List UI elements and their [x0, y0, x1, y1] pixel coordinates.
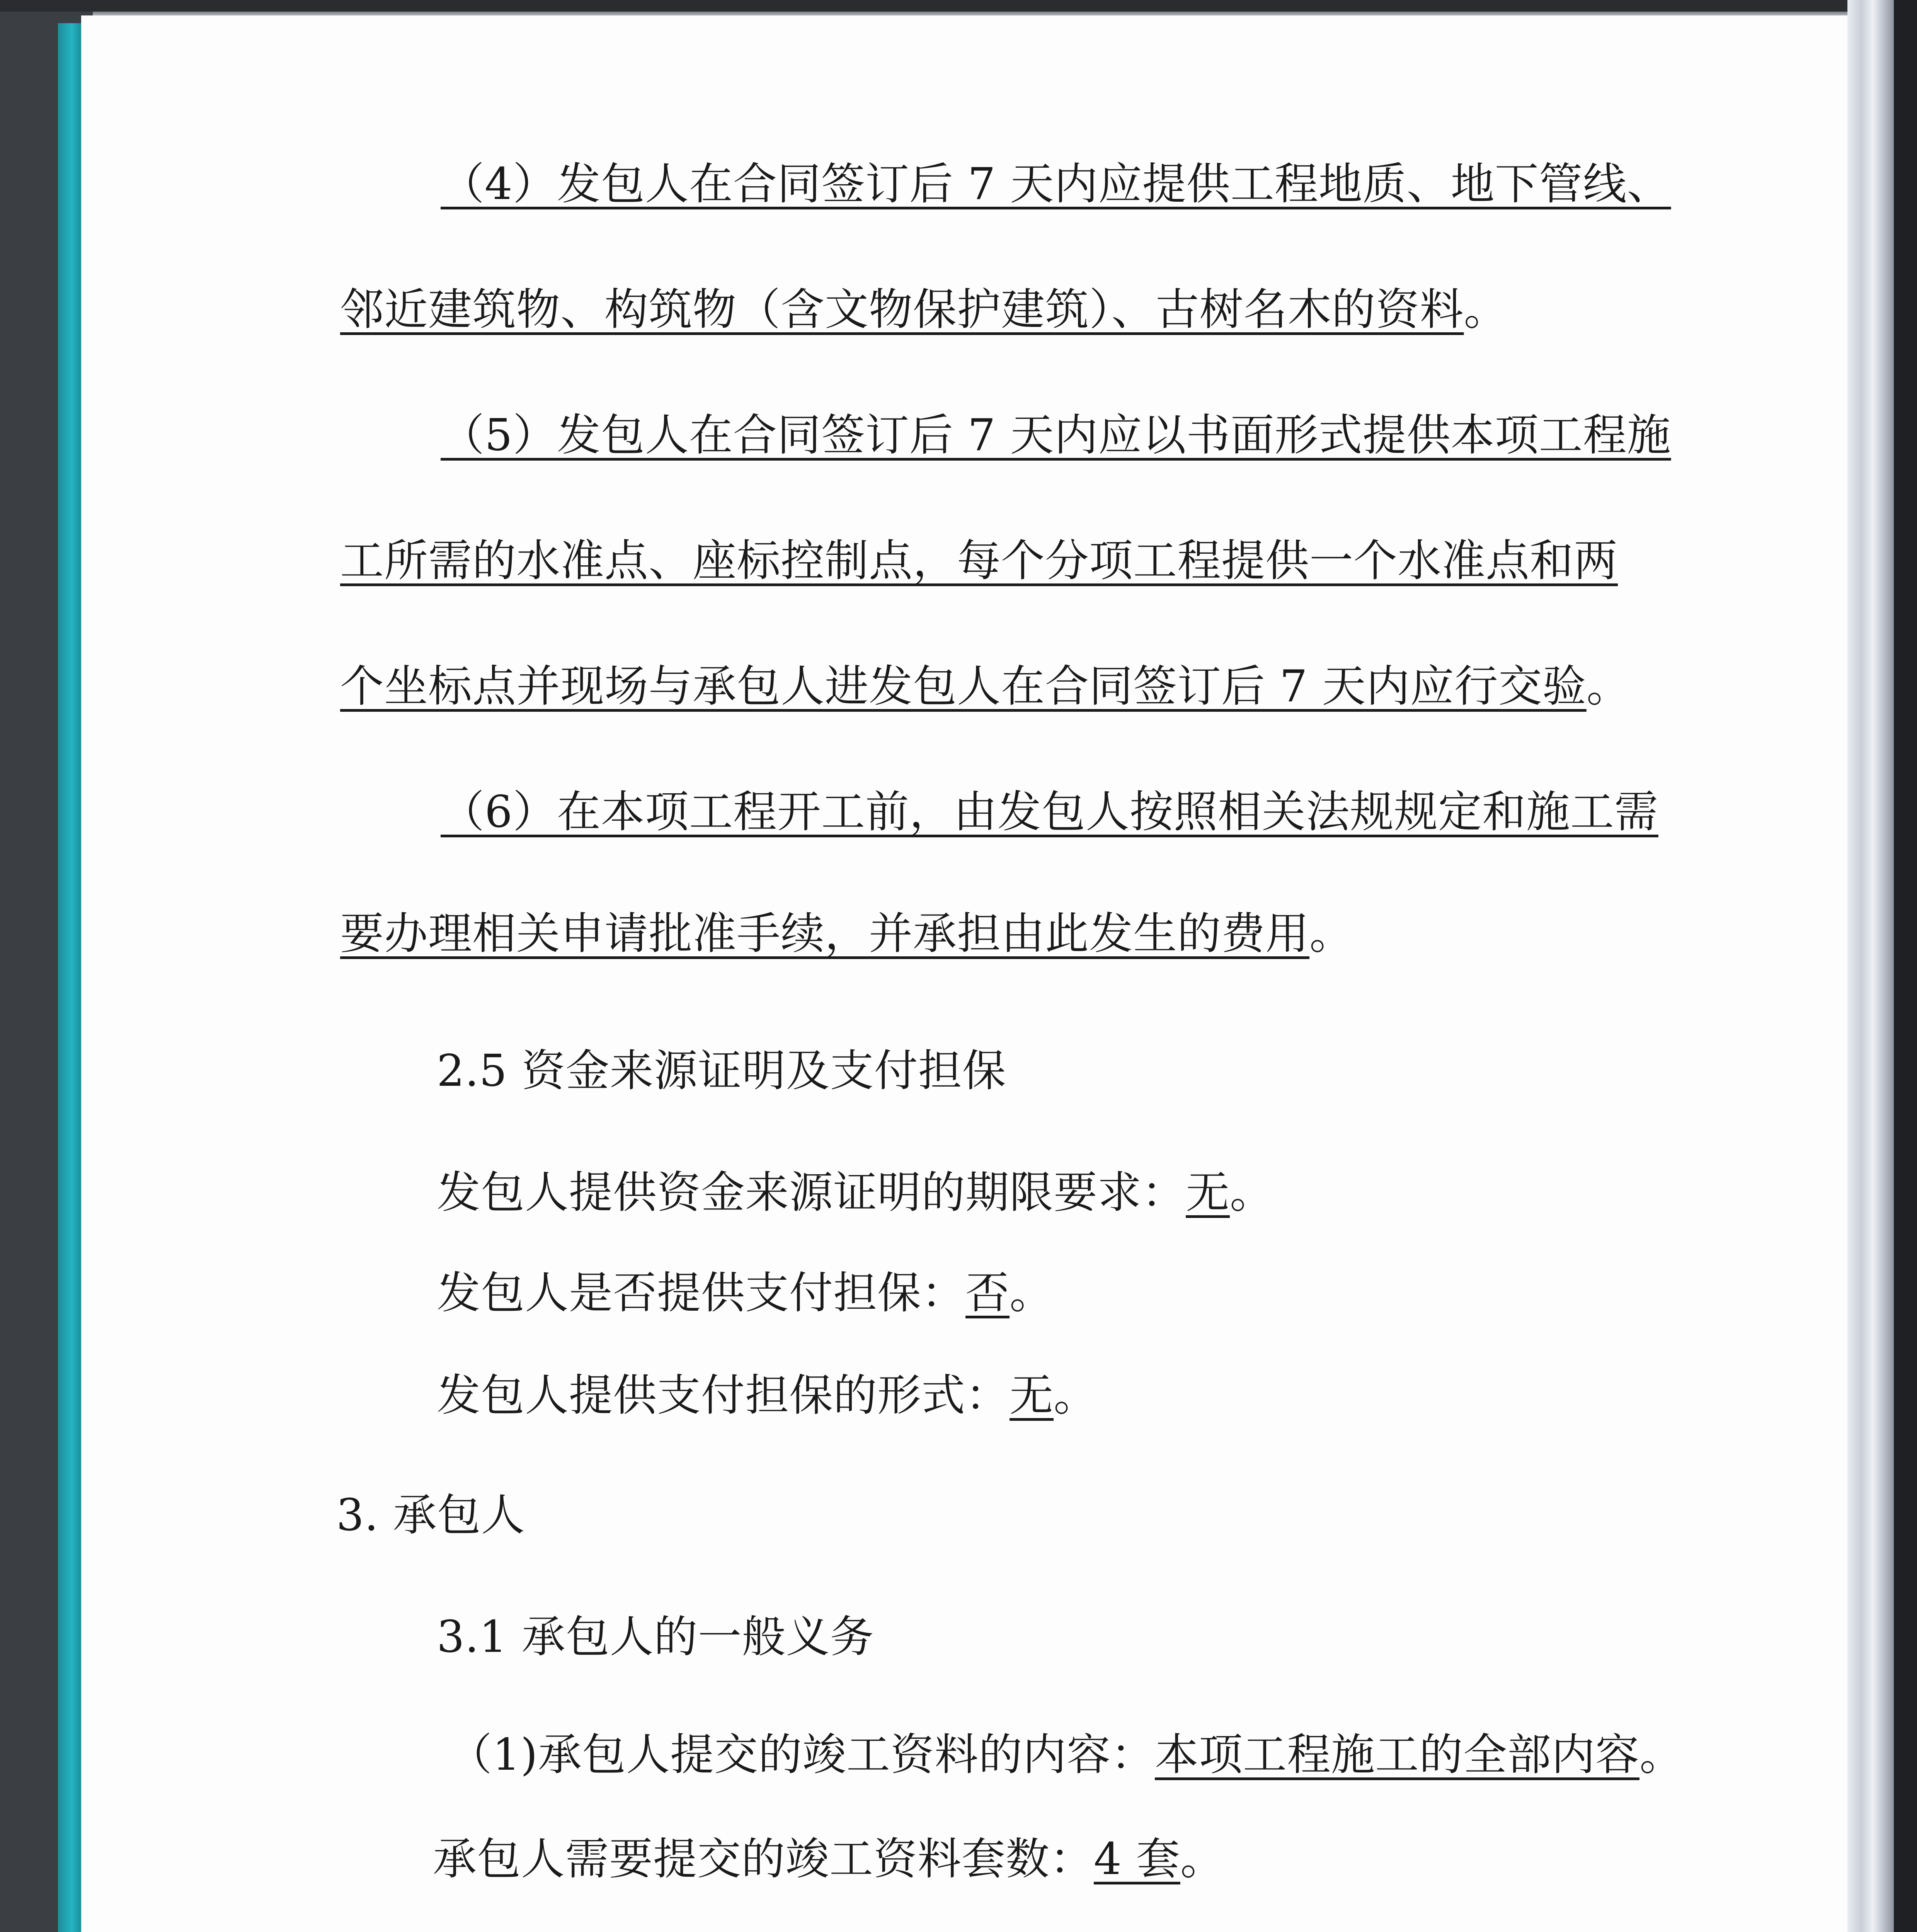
section-2-5-heading: 2.5 资金来源证明及支付担保	[437, 1045, 1006, 1096]
docs-content-line: （1)承包人提交的竣工资料的内容：本项工程施工的全部内容。	[448, 1729, 1684, 1780]
clause-6-line-1: （6）在本项工程开工前，由发包人按照相关法规规定和施工需	[441, 786, 1658, 837]
clause-6-line-2: 要办理相关申请批准手续，并承担由此发生的费用。	[340, 908, 1353, 959]
clause-5-line-3: 个坐标点并现场与承包人进发包人在合同签订后 7 天内应行交验。	[340, 661, 1631, 712]
fund-proof-line: 发包人提供资金来源证明的期限要求：无。	[437, 1167, 1274, 1218]
clause-5-line-2: 工所需的水准点、座标控制点，每个分项工程提供一个水准点和两	[340, 535, 1618, 586]
clause-5-line-1: （5）发包人在合同签订后 7 天内应以书面形式提供本项工程施	[441, 410, 1671, 461]
section-3-heading: 3. 承包人	[336, 1490, 525, 1541]
binder-cover-edge	[58, 23, 81, 1932]
scanner-background-top	[0, 0, 1917, 12]
docs-sets-line: 承包人需要提交的竣工资料套数：4 套。	[433, 1833, 1224, 1884]
page-stack-edge	[1847, 0, 1894, 1932]
payment-guarantee-line: 发包人是否提供支付担保：否。	[437, 1267, 1054, 1318]
scanner-background-right	[1894, 0, 1917, 1932]
clause-4-line-1: （4）发包人在合同签订后 7 天内应提供工程地质、地下管线、	[441, 158, 1671, 209]
guarantee-form-line: 发包人提供支付担保的形式：无。	[437, 1370, 1098, 1421]
section-3-1-heading: 3.1 承包人的一般义务	[437, 1611, 874, 1662]
clause-4-line-2: 邻近建筑物、构筑物（含文物保护建筑）、古树名木的资料。	[340, 284, 1508, 335]
